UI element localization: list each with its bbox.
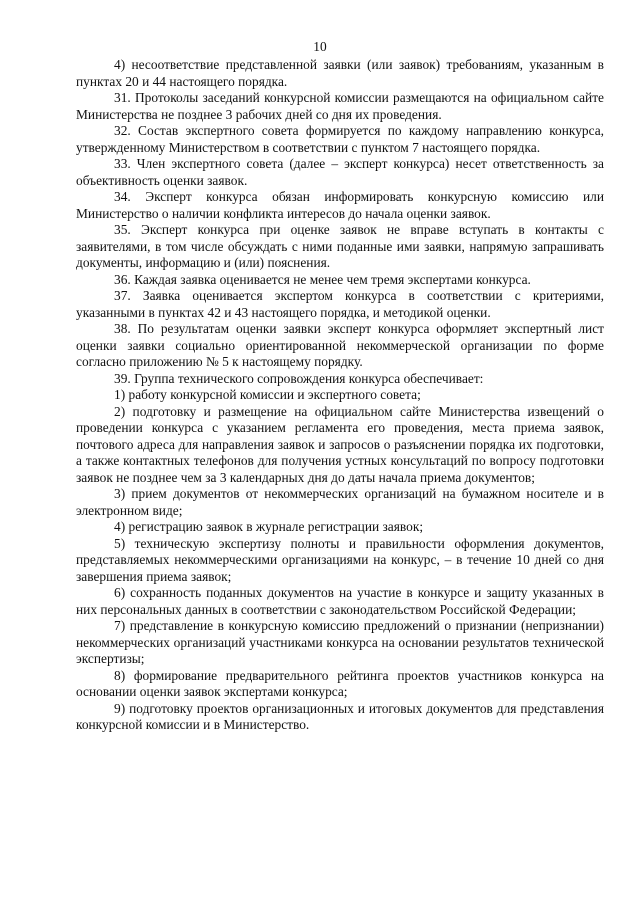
clause-39: 39. Группа технического сопровождения конкурса обеспечивает:: [114, 370, 484, 386]
clause-30-item-4: 4) несоответствие представленной заявки (или заявок) требованиям, указанным в пунктах 20 и 44 настоящего порядка.: [76, 57, 604, 89]
clause-39-item-7: 7) представление в конкурсную комиссию предложений о признании (непризнании) некоммерческих организаций участниками конкурса на основании результатов технической экспертизы;: [76, 618, 604, 666]
clause-31: 31. Протоколы заседаний конкурсной комиссии размещаются на официальном сайте Министерства не позднее 3 рабочих дней со дня их проведения.: [76, 90, 604, 122]
clause-39-item-8: 8) формирование предварительного рейтинга проектов участников конкурса на основании оценки заявок экспертами конкурса;: [76, 667, 604, 699]
clause-35: 35. Эксперт конкурса при оценке заявок не вправе вступать в контакты с заявителями, в том числе обсуждать с ними поданные ими заявки, напрямую запрашивать документы, информацию и (или) пояснения.: [76, 222, 604, 270]
clause-39-item-2: 2) подготовку и размещение на официальном сайте Министерства извещений о проведении конкурса с указанием регламента его проведения, места приема заявок, почтового адреса для направления заявок и запросов о разъяснении порядка их подготовки, а также контактных телефонов для получения устных консультаций по вопросу подготовки заявок не позднее чем за 3 календарных дня до даты начала приема документов;: [76, 403, 604, 485]
clause-39-item-9: 9) подготовку проектов организационных и итоговых документов для представления конкурсной комиссии и в Министерство.: [76, 700, 604, 732]
clause-32: 32. Состав экспертного совета формируется по каждому направлению конкурса, утвержденному Министерством в соответствии с пунктом 7 настоящего порядка.: [76, 123, 604, 155]
clause-39-item-3: 3) прием документов от некоммерческих организаций на бумажном носителе и в электронном виде;: [76, 486, 604, 518]
page-number: 10: [313, 39, 327, 54]
document-body: [76, 57, 604, 734]
clause-39-item-5: 5) техническую экспертизу полноты и правильности оформления документов, представляемых некоммерческими организациями на конкурс, – в течение 10 дней со дня завершения приема заявок;: [76, 535, 604, 584]
clause-34: 34. Эксперт конкурса обязан информировать конкурсную комиссию или Министерство о наличии конфликта интересов до начала оценки заявок.: [76, 189, 604, 221]
clause-37: 37. Заявка оценивается экспертом конкурса в соответствии с критериями, указанными в пунктах 42 и 43 настоящего порядка, и методикой оценки.: [76, 288, 604, 320]
clause-38: 38. По результатам оценки заявки эксперт конкурса оформляет экспертный лист оценки заявки социально ориентированной некоммерческой организации по форме согласно приложению № 5 к настоящему порядку.: [76, 321, 604, 369]
clause-36: 36. Каждая заявка оценивается не менее чем тремя экспертами конкурса.: [114, 271, 531, 287]
clause-39-item-4: 4) регистрацию заявок в журнале регистрации заявок;: [114, 519, 424, 534]
clause-33: 33. Член экспертного совета (далее – эксперт конкурса) несет ответственность за объективность оценки заявок.: [76, 156, 604, 188]
clause-39-item-6: 6) сохранность поданных документов на участие в конкурсе и защиту указанных в них персональных данных в соответствии с законодательством Российской Федерации;: [76, 585, 604, 617]
clause-39-item-1: 1) работу конкурсной комиссии и экспертного совета;: [114, 387, 421, 402]
